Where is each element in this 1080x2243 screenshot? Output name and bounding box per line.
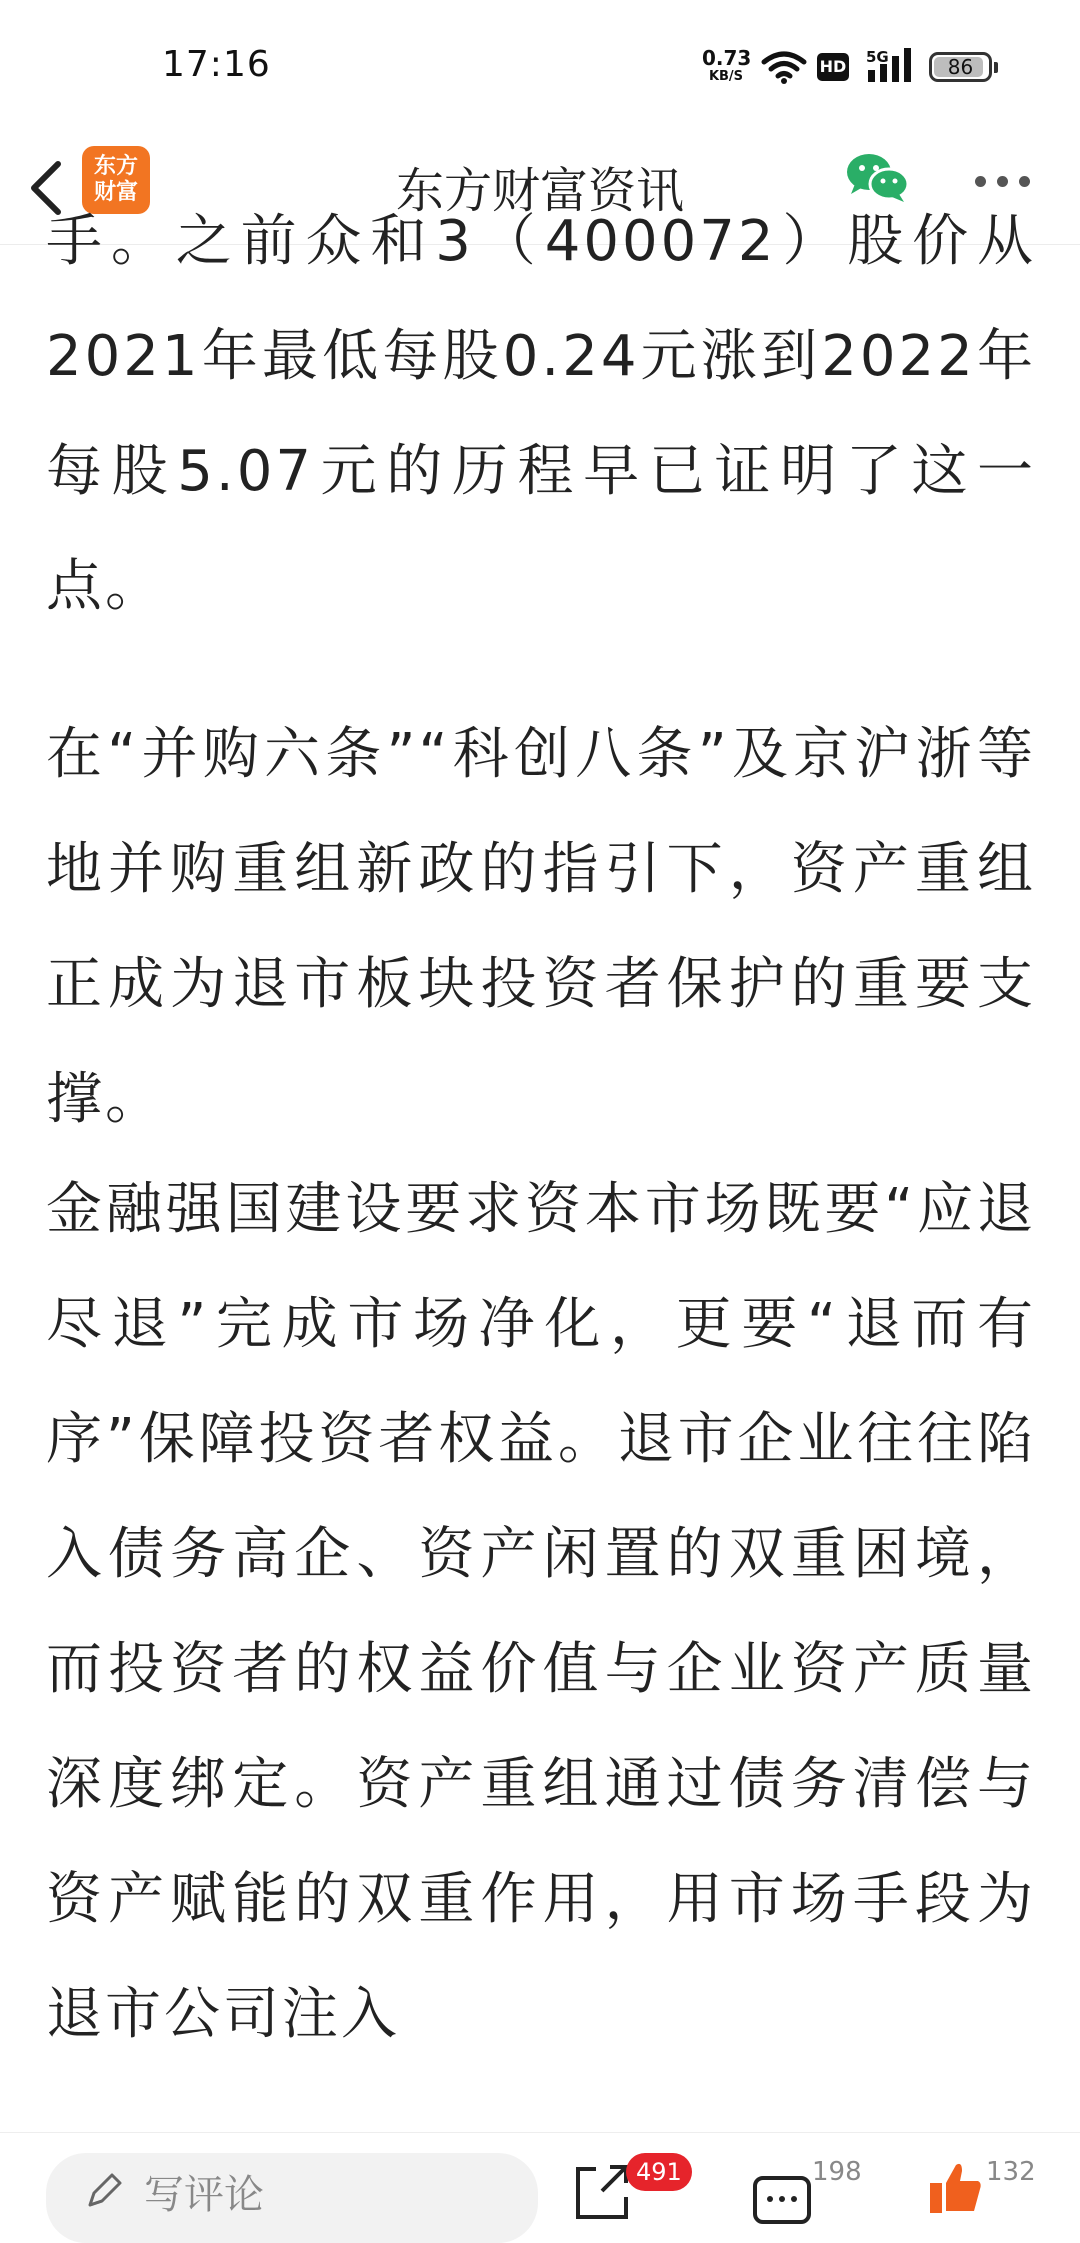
network-speed: [702, 48, 750, 83]
like-count: 132: [986, 2157, 1036, 2187]
comment-count: 198: [812, 2157, 862, 2187]
article-body: [46, 209, 1036, 2132]
comments-button[interactable]: [752, 2175, 812, 2229]
comment-bubble-icon: [752, 2175, 812, 2225]
wifi-icon: [762, 50, 806, 88]
article-paragraph: 手。之前众和3（400072）股价从2021年最低每股0.24元涨到2022年每股5.07元的历程早已证明了这一点。: [46, 209, 1036, 619]
article-paragraph: 在“并购六条”“科创八条”及京沪浙等地并购重组新政的指引下，资产重组正成为退市板块投资者保护的重要支撑。: [46, 722, 1036, 1132]
thumbs-up-icon: [928, 2159, 984, 2215]
status-time: 17:16: [162, 44, 271, 85]
status-bar: [0, 0, 1080, 140]
hd-voice-icon: HD: [817, 53, 849, 81]
network-speed-unit: KB/S: [708, 69, 744, 84]
network-speed-value: 0.73: [702, 46, 752, 70]
like-button[interactable]: [928, 2159, 984, 2219]
comment-input[interactable]: [46, 2153, 538, 2243]
battery-level: 86: [947, 55, 974, 79]
pencil-icon: [82, 2169, 126, 2213]
battery-icon: [929, 52, 992, 82]
cellular-signal-icon: [866, 46, 914, 88]
network-type-label: 5G: [866, 48, 889, 66]
logo-line1: 东方: [93, 154, 138, 179]
article-paragraph: 金融强国建设要求资本市场既要“应退尽退”完成市场净化，更要“退而有序”保障投资者权益。退市企业往往陷入债务高企、资产闲置的双重困境，而投资者的权益价值与企业资产质量深度绑定。资产重组通过债务清偿与资产赋能的双重作用，用市场手段为退市公司注入: [46, 1177, 1036, 2047]
share-count-badge: 491: [626, 2153, 692, 2191]
share-icon: [572, 2161, 632, 2221]
comment-placeholder: 写评论: [144, 2172, 264, 2218]
share-button[interactable]: [572, 2161, 632, 2225]
logo-line2: 财富: [93, 180, 138, 205]
page-title: 东方财富资讯: [395, 163, 684, 219]
bottom-action-bar: [0, 2132, 1080, 2218]
